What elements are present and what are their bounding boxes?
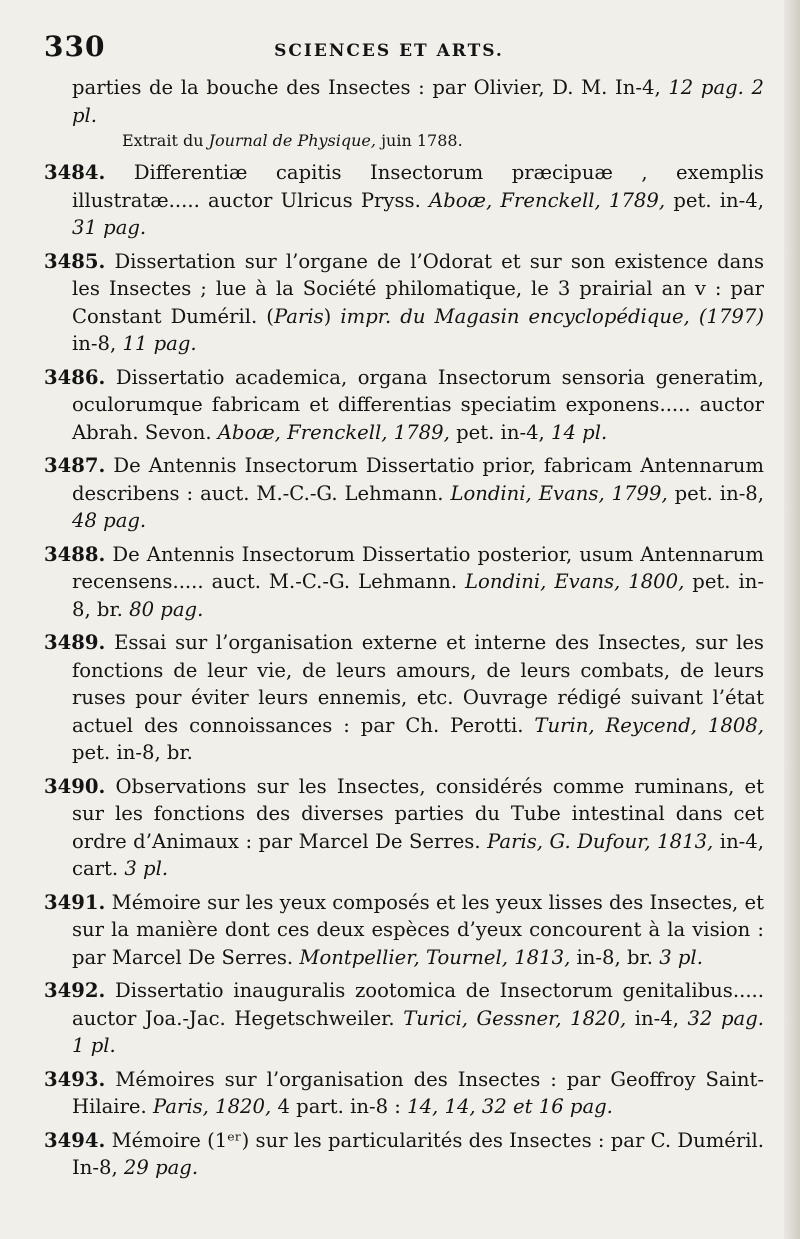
intro-entry: parties de la bouche des Insectes : par Olivier, D. M. In-4, 12 pag. 2 pl. (72, 76, 764, 127)
running-title: SCIENCES ET ARTS. (274, 41, 504, 61)
entry-3487: 3487. De Antennis Insectorum Dissertatio prior, fabricam Antennarum describens : auct. M.-C.-G. Lehmann. Londini, Evans, 1799, pet. in-8, 48 pag. (44, 454, 765, 532)
entry-3494: 3494. Mémoire (1ᵉʳ) sur les particularités des Insectes : par C. Duméril. In-8, 29 pag. (44, 1128, 764, 1179)
entry-3490: 3490. Observations sur les Insectes, considérés comme ruminans, et sur les fonctions des diverses parties du Tube intestinal dans cet ordre d’Animaux : par Marcel De Serres. Paris, G. Dufour, 1813, in-4, cart. 3 pl. (44, 774, 764, 880)
entry-3488: 3488. De Antennis Insectorum Dissertatio posterior, usum Antennarum recensens..... auct. M.-C.-G. Lehmann. Londini, Evans, 1800, pet. in-8, br. 80 pag. (44, 542, 764, 621)
entry-3485: 3485. Dissertation sur l’organe de l’Odorat et sur son existence dans les Insectes ; lue à la Société philomatique, le 3 prairial an v : par Constant Duméril. (Paris) impr. du Magasin encyclopédique, (1797) in-8, 11 pag. (44, 249, 765, 355)
page-header (44, 30, 764, 74)
page-number: 330 (44, 30, 106, 63)
entry-3492: 3492. Dissertatio inauguralis zootomica de Insectorum genitalibus..... auctor Joa.-Jac. Hegetschweiler. Turici, Gessner, 1820, in-4, 32 pag. 1 pl. (44, 979, 764, 1057)
entry-3493: 3493. Mémoires sur l’organisation des Insectes : par Geoffroy Saint-Hilaire. Paris, 1820, 4 part. in-8 : 14, 14, 32 et 16 pag. (44, 1067, 764, 1118)
entry-3486: 3486. Dissertatio academica, organa Insectorum sensoria generatim, oculorumque fabricam et differentias speciatim exponens..... auctor Abrah. Sevon. Aboæ, Frenckell, 1789, pet. in-4, 14 pl. (44, 365, 764, 444)
page-edge (784, 0, 800, 1239)
entry-3484: 3484. Differentiæ capitis Insectorum præcipuæ , exemplis illustratæ..... auctor Ulricus Pryss. Aboæ, Frenckell, 1789, pet. in-4, 31 pag. (44, 161, 764, 239)
entry-3489: 3489. Essai sur l’organisation externe et interne des Insectes, sur les fonctions de leur vie, de leurs amours, de leurs combats, de leurs ruses pour éviter leurs ennemis, etc. Ouvrage rédigé suivant l’état actuel des connoissances : par Ch. Perotti. Turin, Reycend, 1808, pet. in-8, br. (44, 631, 764, 764)
intro-note: Extrait du Journal de Physique, juin 1788. (122, 131, 463, 150)
entry-3491: 3491. Mémoire sur les yeux composés et les yeux lisses des Insectes, et sur la manière dont ces deux espèces d’yeux concourent à la vision : par Marcel De Serres. Montpellier, Tournel, 1813, in-8, br. 3 pl. (44, 890, 764, 969)
